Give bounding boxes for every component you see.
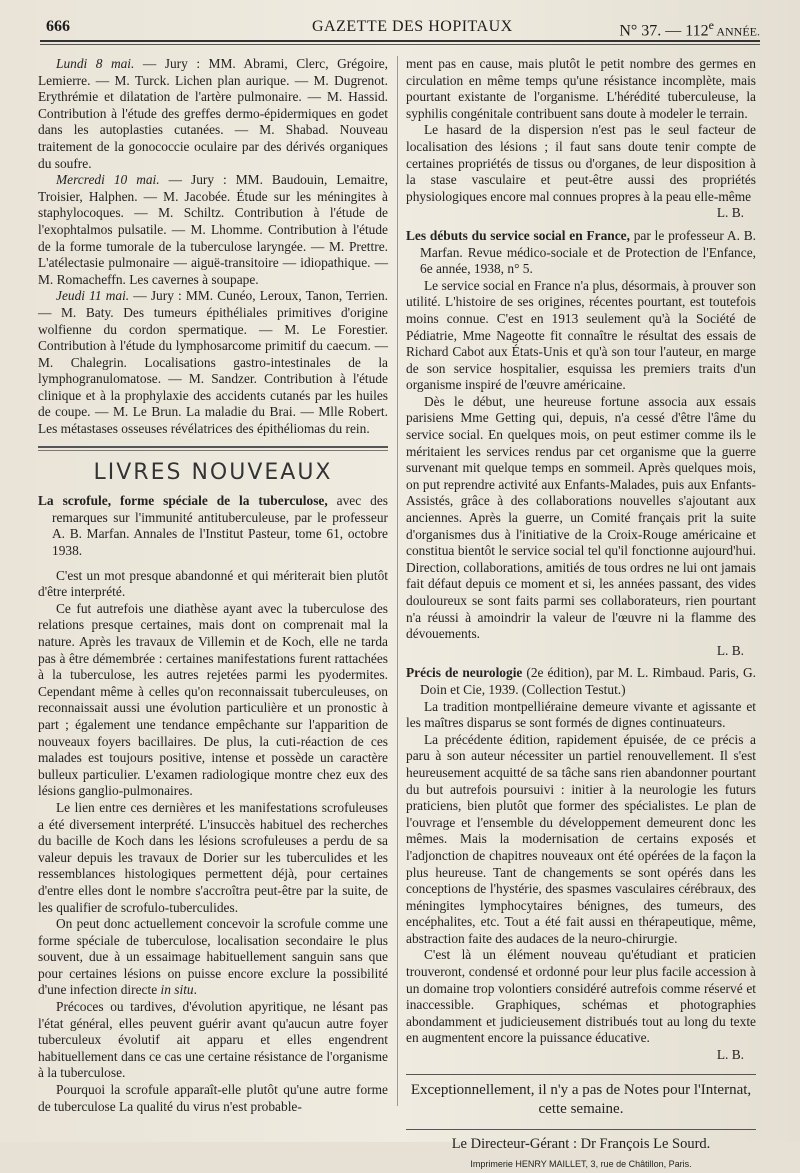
page-header <box>32 16 760 38</box>
header-rule-thin <box>40 44 760 45</box>
paragraph: La précédente édition, rapidement épuisée, de ce précis a paru à son auteur nécessiter un partiel renouvellement. Il s'est heureusement acquitté de sa tâche sans rien abandonner pourtant du but autrefois poursuivi : initier à la neurologie les futurs praticiens, bien plutôt que former des spécialistes. Le plan de l'ouvrage et l'ensemble du développement demeurent donc les mêmes. Mais la modernisation de certains exposés et l'adjonction de chapitres nouveaux ont été opérées de la façon la plus heureuse. Tant de changements se sont opérés dans les conceptions de l'hystérie, des spasmes vasculaires cérébraux, des méningites lymphocytaires bénignes, des tumeurs, des encéphalites, etc. Tout a été fait aussi en thérapeutique, même, abstraction faite des audaces de la neuro-chirurgie. <box>406 731 756 946</box>
paragraph: C'est là un élément nouveau qu'étudiant et praticien trouveront, condensé et ordonné pour leur plus facile accession à un domaine trop volontiers considéré autrefois comme réservé et inaccessible. Graphiques, schémas et photographies abondamment et judicieusement distribués tout au long du texte en augmentent encore la puissance éducative. <box>406 947 756 1046</box>
paragraph: On peut donc actuellement concevoir la scrofule comme une forme spéciale de tuberculose, localisation secondaire le plus souvent, due à un essaimage habituellement sanguin sans que pour certaines lésions on puisse encore exclure la possibilité d'une infection directe in situ. <box>38 916 388 998</box>
column-divider <box>397 56 398 1106</box>
issue-info: N° 37. — 112e ANNÉE. <box>619 18 760 40</box>
paragraph: Dès le début, une heureuse fortune associa aux essais parisiens Mme Getting qui, depuis, n'a cessé d'être l'âme du service social. En quelques mois, on peut estimer comme ils le méritaient les services rendus par cet organisme que la guerre survenant mit quelque temps en sommeil. Après quelques mois, on put reprendre activité aux Enfants-Malades, puis aux Enfants-Assistés, grâce à des collaborations nouvelles s'ajoutant aux anciennes. Après la guerre, un Comité français prit la suite d'organismes dus à l'initiative de la Croix-Rouge américaine et constitua bientôt le service social tel qu'il fonctionne aujourd'hui. Direction, collaborations, amitiés de tous ordres ne lui ont jamais fait défaut depuis ce moment et si, les années passant, des vides douloureux se sont faits parmi ses collaborateurs, rien pourtant n'a réussi à amoindrir la valeur de l'œuvre ni la flamme des dévouements. <box>406 393 756 642</box>
book-entry: La scrofule, forme spéciale de la tuberculose, avec des remarques sur l'immunité antituberculeuse, par le professeur A. B. Marfan. Annales de l'Institut Pasteur, tome 61, octobre 1938. <box>38 493 388 559</box>
book-entry: Précis de neurologie (2e édition), par M. L. Rimbaud. Paris, G. Doin et Cie, 1939. (Collection Testut.) <box>406 665 756 697</box>
paragraph: Précoces ou tardives, d'évolution apyritique, ne lésant pas l'état général, elles peuvent guérir avant qu'aucun autre foyer tuberculeux évolutif ait apparu et elles engendrent habituellement dans ce cas une certaine résistance de l'organisme à la tuberculose. <box>38 999 388 1081</box>
notes-rule <box>406 1074 756 1075</box>
paragraph: C'est un mot presque abandonné et qui mériterait bien plutôt d'être interprété. <box>38 567 388 600</box>
notes-notice: Exceptionnellement, il n'y a pas de Notes pour l'Internat, cette semaine. <box>410 1081 752 1117</box>
paragraph: Le hasard de la dispersion n'est pas le seul facteur de localisation des lésions ; il faut sans doute tenir compte de certaines propriétés de tissus ou d'organes, de leur disposition à la stase vasculaire et peut-être aussi des propriétés physiologiques encore mal connues propres à la peau elle-même <box>406 122 756 204</box>
header-rule <box>40 40 760 42</box>
directeur-gerant: Le Directeur-Gérant : Dr François Le Sourd. <box>451 1135 711 1152</box>
signature: L. B. <box>716 642 744 658</box>
page-number: 666 <box>46 18 70 35</box>
paragraph: ment pas en cause, mais plutôt le petit nombre des germes en circulation en même temps qu'une résistance incomplète, mais pourtant existante de l'organisme. L'hérédité tuberculeuse, la syphilis congénitale contribuent sans doute à modeler le terrain. <box>406 56 756 121</box>
section-title: LIVRES NOUVEAUX <box>93 459 333 485</box>
paragraph: Ce fut autrefois une diathèse ayant avec la tuberculose des relations presque certaines, mais dont on comprenait mal la nature. Après les travaux de Villemin et de Koch, elle ne tarda pas à être démembrée : certaines manifestations furent rattachées à la tuberculose, les autres rejetées parmi les pyodermites. Cependant même à celles qu'on reconnaissait tuberculeuses, on reconnaissait aussi une évolution particulière et un pronostic à part ; également une tendance empêchante sur l'apparition de nouveaux foyers bacillaires. De plus, la cuti-réaction de ces malades est toujours positive, intense et possède un caractère bulleux particulier. L'examen radiologique montre chez eux des lésions ganglio-pulmonaires. <box>38 600 388 799</box>
signature: L. B. <box>716 205 744 221</box>
right-column <box>406 56 756 1173</box>
paragraph: Le lien entre ces dernières et les manifestations scrofuleuses a été diversement interprété. L'insuccès habituel des recherches du bacille de Koch dans les lésions scrofuleuses a perdu de sa valeur depuis les travaux de Dorier sur les tuberculides et les ressemblances histologiques permettent déjà, pour certaines d'entre elles dont le nombre s'accroîtra peut-être par la suite, de les qualifier de scrofulo-tuberculides. <box>38 799 388 915</box>
signature: L. B. <box>716 1047 744 1063</box>
paragraph: Pourquoi la scrofule apparaît-elle plutôt qu'une autre forme de tuberculose La qualité du virus n'est probable- <box>38 1082 388 1114</box>
book-entry: Les débuts du service social en France, par le professeur A. B. Marfan. Revue médico-sociale et de Protection de l'Enfance, 6e année, 1938, n° 5. <box>406 227 756 277</box>
jury-entry: Jeudi 11 mai. — Jury : MM. Cunéo, Leroux, Tanon, Terrien. — M. Baty. Des tumeurs épithéliales primitives d'origine wolfienne du cordon spermatique. — M. Le Forestier. Contribution à l'étude du lymphosarcome primitif du caecum. — M. Chalegrin. Localisations gastro-intestinales de la lymphogranulomatose. — M. Sandzer. Contribution à l'étude clinique et à la prophylaxie des accidents cutanés par les huiles de coupe. — M. Le Brun. La maladie du Brai. — Mlle Robert. Les métastases osseuses révélatrices des épithéliomas du rein. <box>38 288 388 437</box>
left-column <box>38 56 388 1115</box>
printer-credit: Imprimerie HENRY MAILLET, 3, rue de Châtillon, Paris. <box>470 1159 692 1170</box>
section-rule <box>38 446 388 451</box>
jury-entry: Mercredi 10 mai. — Jury : MM. Baudouin, Lemaitre, Troisier, Halphen. — M. Jacobée. Étude sur les méningites à staphylocoques. — M. Schiltz. Contribution à l'étude de l'exophtalmos pulsatile. — M. Lhomme. Contribution à l'étude de la forme tumorale de la tuberculose laryngée. — M. Prettre. L'atélectasie pulmonaire — aiguë-transitoire — idiopathique. — M. Romacheffn. Les cavernes à soupape. <box>38 172 388 287</box>
paragraph: Le service social en France n'a plus, désormais, à prouver son utilité. L'histoire de ses origines, récentes pourtant, est toutefois moins connue. C'est en 1913 seulement qu'à la Société de Pédiatrie, Mme Nageotte fit connaître le résultat des essais de Richard Cabot aux États-Unis et qu'à son tour l'auteur, en marge de son service hospitalier, esquissa les premiers traits d'un organisme inspiré de l'œuvre américaine. <box>406 277 756 393</box>
paragraph: La tradition montpelliéraine demeure vivante et agissante et les maîtres disparus se sont formés de dignes continuateurs. <box>406 698 756 731</box>
journal-title: GAZETTE DES HOPITAUX <box>312 18 513 35</box>
directeur-rule <box>406 1129 756 1130</box>
jury-entry: Lundi 8 mai. — Jury : MM. Abrami, Clerc, Grégoire, Lemierre. — M. Turck. Lichen plan aurique. — M. Dugrenot. Erythrémie et dilatation de l'artère pulmonaire. — M. Hassid. Contribution à l'étude des greffes dermo-épidermiques en godet dans les autoplasties cutanées. — M. Shabad. Nouveau traitement de la gonococcie oculaire par des dérivés organiques du soufre. <box>38 56 389 171</box>
